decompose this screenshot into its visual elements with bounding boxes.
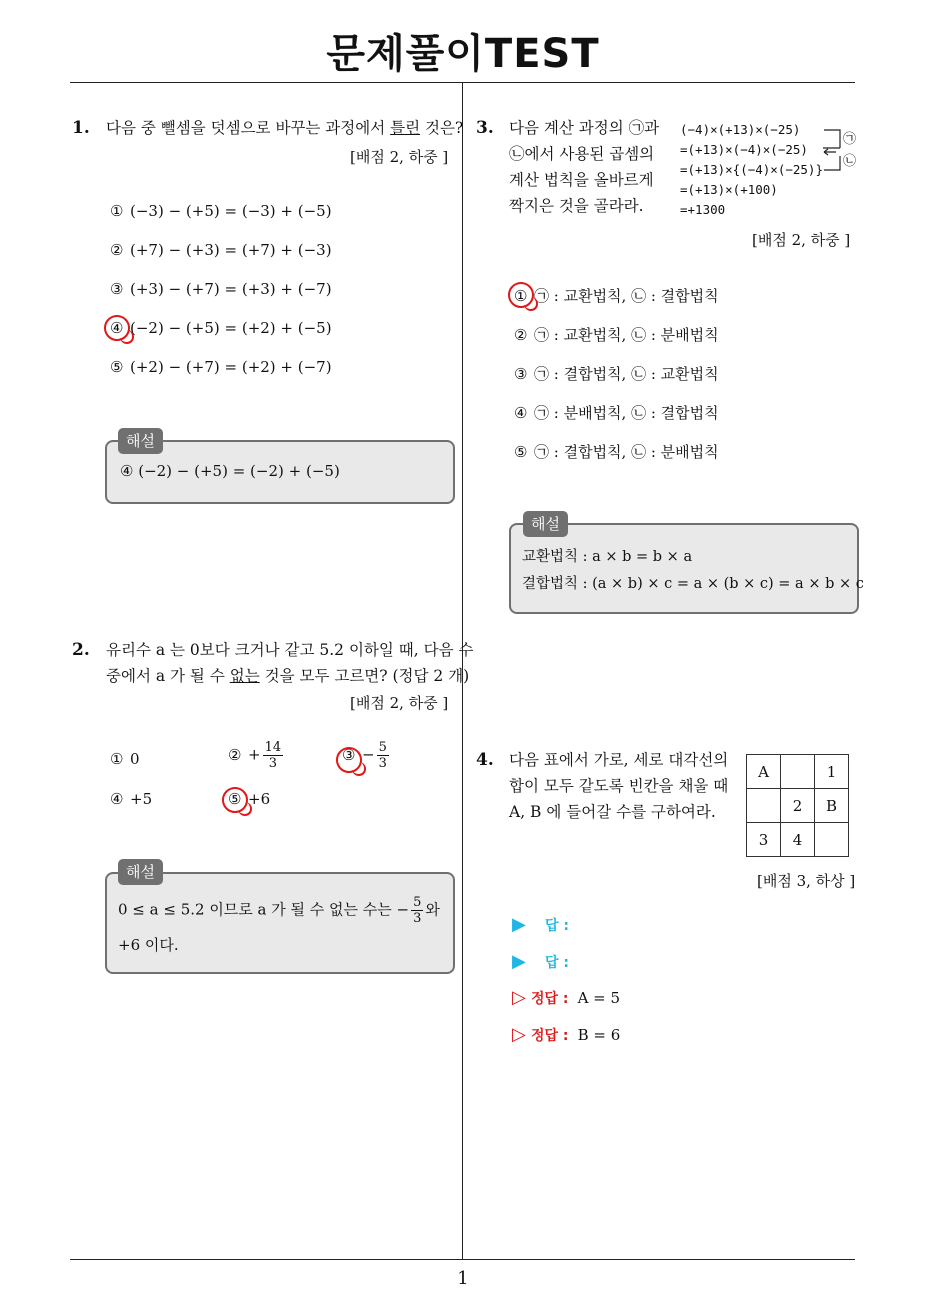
q1-explanation-text: ④ (−2) − (+5) = (−2) + (−5) — [120, 462, 340, 480]
calc-line: (−4)×(+13)×(−25) — [680, 122, 801, 137]
grid-cell — [815, 823, 849, 857]
q1-option-3[interactable]: ③ (+3) − (+7) = (+3) + (−7) — [110, 280, 332, 298]
outline-triangle-icon: ▷ — [512, 1024, 526, 1045]
q2-option-5[interactable]: ⑤ +6 — [228, 790, 271, 808]
question-2-meta: [배점 2, 하중 ] — [350, 694, 449, 712]
q3-option-5[interactable]: ⑤ ㉠ : 결합법칙, ㉡ : 분배법칙 — [514, 443, 719, 461]
answer-mark-circle — [104, 315, 130, 341]
q2-option-1[interactable]: ① 0 — [110, 750, 140, 768]
footer-rule — [70, 1259, 855, 1260]
question-3-number: 3. — [476, 118, 494, 138]
grid-cell — [781, 755, 815, 789]
question-3-line1: 다음 계산 과정의 ㉠과 — [509, 119, 660, 137]
correct-value: B = 6 — [577, 1026, 621, 1044]
question-4-number: 4. — [476, 750, 494, 770]
answer-row-2[interactable] — [512, 951, 569, 972]
play-triangle-icon: ▶ — [512, 951, 526, 972]
correct-answer-2 — [512, 1024, 620, 1045]
q3-explanation-line2: 결합법칙 : (a × b) × c = a × (b × c) = a × b × c — [522, 576, 864, 592]
outline-triangle-icon: ▷ — [512, 987, 526, 1008]
grid-cell: 1 — [815, 755, 849, 789]
play-triangle-icon: ▶ — [512, 914, 526, 935]
question-2-line2: 중에서 a 가 될 수 없는 것을 모두 고르면? (정답 2 개) — [106, 667, 470, 685]
calc-line: =(+13)×(−4)×(−25) — [680, 142, 808, 157]
question-1-number: 1. — [72, 118, 90, 138]
q2-explanation-tag: 해설 — [118, 859, 163, 885]
q2-option-3[interactable]: ③ − $\frac{5}{3}$ — [342, 740, 387, 771]
magic-square-table — [746, 754, 849, 857]
question-3-line3: 계산 법칙을 올바르게 — [509, 171, 654, 189]
page-number: 1 — [457, 1268, 469, 1289]
q3-option-2[interactable]: ② ㉠ : 교환법칙, ㉡ : 분배법칙 — [514, 326, 719, 344]
grid-cell: 4 — [781, 823, 815, 857]
calc-line: =(+13)×(+100) — [680, 182, 778, 197]
answer-mark-circle — [508, 282, 534, 308]
page-title: 문제풀이TEST — [326, 31, 600, 77]
question-1-text: 다음 중 뺄셈을 덧셈으로 바꾸는 과정에서 틀린 것은? — [106, 119, 464, 137]
q2-explanation-line2: +6 이다. — [118, 936, 179, 954]
calc-line: =+1300 — [680, 202, 726, 217]
q1-explanation-tag: 해설 — [118, 428, 163, 454]
grid-cell: 3 — [747, 823, 781, 857]
question-4-line3: A, B 에 들어갈 수를 구하여라. — [509, 803, 716, 821]
correct-answer-1 — [512, 987, 620, 1008]
question-3-line2: ㉡에서 사용된 곱셈의 — [509, 145, 655, 163]
answer-label: 답 : — [544, 918, 569, 934]
q3-explanation-line1: 교환법칙 : a × b = b × a — [522, 549, 693, 565]
q3-option-4[interactable]: ④ ㉠ : 분배법칙, ㉡ : 결합법칙 — [514, 404, 719, 422]
answer-row-1[interactable] — [512, 914, 569, 935]
grid-cell — [747, 789, 781, 823]
q1-option-5[interactable]: ⑤ (+2) − (+7) = (+2) + (−7) — [110, 358, 332, 376]
answer-label: 답 : — [544, 955, 569, 971]
q2-option-4[interactable]: ④ +5 — [110, 790, 153, 808]
q3-explanation-tag: 해설 — [523, 511, 568, 537]
q1-option-4[interactable]: ④ (−2) − (+5) = (+2) + (−5) — [110, 319, 332, 337]
calc-mark-2: ㉡ — [843, 154, 857, 169]
calc-mark-1: ㉠ — [843, 132, 857, 147]
grid-cell: 2 — [781, 789, 815, 823]
q3-calculation — [680, 120, 823, 220]
question-3-line4: 짝지은 것을 골라라. — [509, 197, 644, 215]
q1-option-2[interactable]: ② (+7) − (+3) = (+7) + (−3) — [110, 241, 332, 259]
question-4-line1: 다음 표에서 가로, 세로 대각선의 — [509, 751, 729, 769]
grid-cell: A — [747, 755, 781, 789]
question-4-meta: [배점 3, 하상 ] — [757, 872, 856, 890]
q2-explanation-line1: 0 ≤ a ≤ 5.2 이므로 a 가 될 수 없는 수는 − $\frac{5}{3}$ 와 — [118, 895, 440, 926]
q3-option-3[interactable]: ③ ㉠ : 결합법칙, ㉡ : 교환법칙 — [514, 365, 719, 383]
answer-mark-circle — [222, 787, 248, 813]
grid-cell: B — [815, 789, 849, 823]
question-2-line1: 유리수 a 는 0보다 크거나 같고 5.2 이하일 때, 다음 수 — [106, 641, 474, 659]
question-1-meta: [배점 2, 하중 ] — [350, 148, 449, 166]
correct-value: A = 5 — [577, 989, 621, 1007]
correct-label: 정답 : — [530, 1028, 569, 1044]
question-3-meta: [배점 2, 하중 ] — [752, 231, 851, 249]
calc-line: =(+13)×{(−4)×(−25)} — [680, 162, 823, 177]
q3-option-1[interactable]: ① ㉠ : 교환법칙, ㉡ : 결합법칙 — [514, 287, 719, 305]
question-2-number: 2. — [72, 640, 90, 660]
answer-mark-circle — [336, 747, 362, 773]
q2-option-2[interactable]: ② + $\frac{14}{3}$ — [228, 740, 282, 771]
correct-label: 정답 : — [530, 991, 569, 1007]
question-4-line2: 합이 모두 같도록 빈칸을 채울 때 — [509, 777, 729, 795]
q1-option-1[interactable]: ① (−3) − (+5) = (−3) + (−5) — [110, 202, 332, 220]
